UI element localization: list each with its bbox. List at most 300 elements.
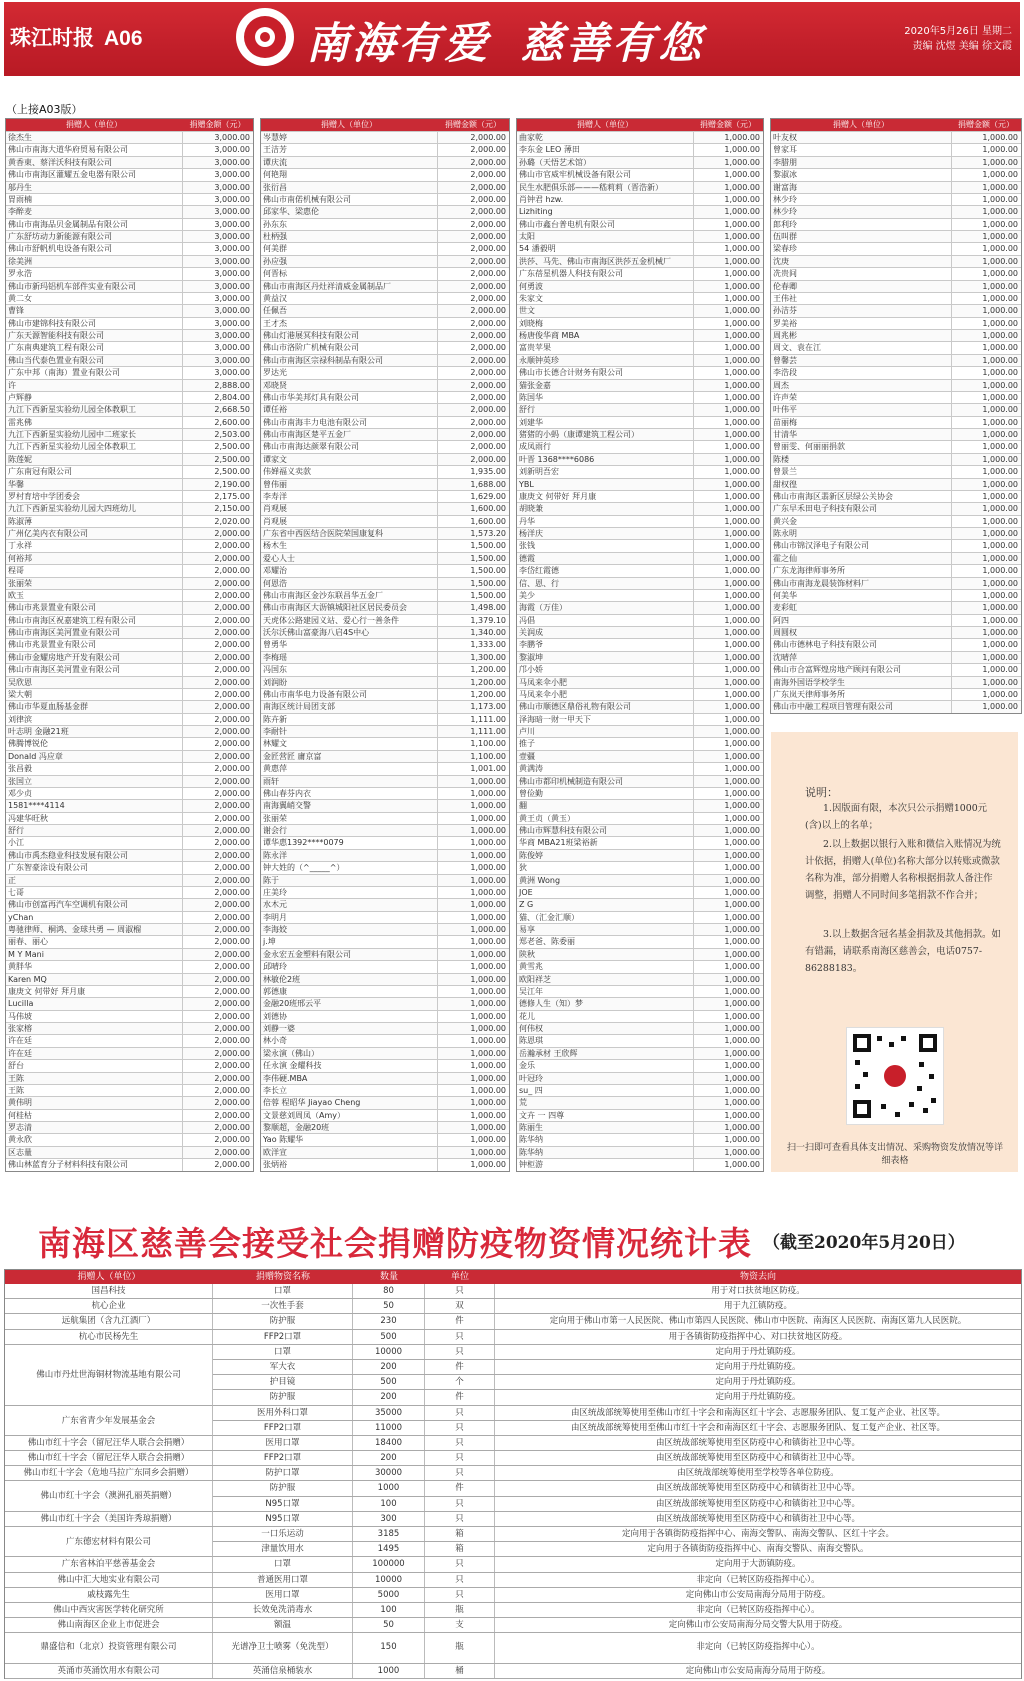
table-row	[6, 181, 253, 193]
donation-amount: 3,000.00	[214, 355, 250, 365]
qty-cell: 30000	[353, 1466, 425, 1480]
table-row	[261, 527, 509, 539]
table-row	[5, 1466, 1021, 1481]
donation-amount: 1,000.00	[470, 974, 506, 984]
donor-name: 谭庆流	[261, 157, 438, 168]
donor-name: 胡晓兼	[517, 503, 694, 514]
table-row	[261, 713, 509, 725]
donation-amount: 1,000.00	[982, 578, 1018, 588]
donor-name: 陈永洋	[261, 850, 438, 861]
donor-name: 欧洋宣	[261, 1147, 438, 1158]
donation-amount: 1,000.00	[982, 306, 1018, 316]
table-row	[5, 1481, 1021, 1502]
table-row	[517, 737, 763, 749]
note-box	[771, 732, 1018, 1172]
donation-amount: 1,000.00	[724, 1048, 760, 1058]
dest-cell: 由区统战部统筹使用至区防疫中心和镇街社卫中心等。	[655, 1483, 860, 1494]
donor-name: 广东岚天律师事务所	[771, 689, 952, 700]
donor-name: 九江下西新星实验幼儿园大四班幼儿	[6, 503, 183, 514]
table-row	[771, 676, 1021, 688]
table-row	[6, 1146, 253, 1158]
donation-amount: 1,000.00	[724, 677, 760, 687]
unit-cell: 只	[425, 1345, 495, 1359]
table-row	[261, 824, 509, 836]
donor-name: 王才杰	[261, 318, 438, 329]
table-row	[261, 700, 509, 712]
donation-amount: 2,000.00	[214, 1110, 250, 1120]
donor-name: 冯建华旺秋	[6, 813, 183, 824]
donation-amount: 1,000.00	[982, 392, 1018, 402]
donation-amount: 1,000.00	[724, 566, 760, 576]
table-row	[771, 502, 1021, 514]
materials-table-header	[5, 1270, 1021, 1284]
table-row	[517, 379, 763, 391]
donor-name: 天虎体公路建园义站、爱心行一善条件	[261, 615, 438, 626]
table-row	[261, 502, 509, 514]
qty-cell: 200	[353, 1360, 425, 1374]
donor-name: 陈淑薄	[6, 516, 183, 527]
table-row	[771, 589, 1021, 601]
donor-name: 叶冠玲	[517, 1073, 694, 1084]
donor-name: 许	[6, 380, 183, 391]
table-row	[517, 849, 763, 861]
table-row	[517, 280, 763, 292]
donor-name: 谢会行	[261, 825, 438, 836]
donor-name: 南海外国语学校学生	[771, 677, 952, 688]
donor-name: 李耐针	[261, 726, 438, 737]
donation-amount: 1,000.00	[724, 949, 760, 959]
table-row	[261, 552, 509, 564]
table-row	[6, 317, 253, 329]
donor-name: 庄美玲	[261, 887, 438, 898]
table-row	[6, 168, 253, 180]
donation-amount: 1,000.00	[724, 974, 760, 984]
donation-amount: 1,000.00	[470, 1036, 506, 1046]
donor-name: 雷兆佛	[6, 417, 183, 428]
donation-amount: 1,000.00	[470, 1160, 506, 1170]
table-row	[517, 861, 763, 873]
table-row	[261, 626, 509, 638]
donor-name: 霍之仙	[771, 553, 952, 564]
qty-cell: 230	[353, 1314, 425, 1328]
table-row	[517, 973, 763, 985]
donation-amount: 1,000.00	[724, 640, 760, 650]
table-row	[261, 762, 509, 774]
table-row	[261, 366, 509, 378]
header-amount: 捐赠金额（元）	[958, 120, 1014, 129]
donor-cell: 戚枝露先生	[5, 1588, 213, 1602]
donor-name: 李寿洋	[261, 491, 438, 502]
table-row	[5, 1284, 1021, 1299]
donation-amount: 2,000.00	[470, 306, 506, 316]
table-row	[517, 440, 763, 452]
donor-name: 甜权徨	[771, 479, 952, 490]
donation-amount: 2,000.00	[214, 1036, 250, 1046]
donor-name: 邬丹生	[6, 182, 183, 193]
table-row	[6, 651, 253, 663]
dest-cell: 定向用于丹灶镇防疫。	[715, 1377, 801, 1388]
table-row	[771, 552, 1021, 564]
item-cell: FFP2口罩	[213, 1421, 353, 1435]
donation-amount: 2,000.00	[214, 1147, 250, 1157]
donor-name: 美少	[517, 590, 694, 601]
donor-name: 周文、袁在江	[771, 342, 952, 353]
table-row	[6, 614, 253, 626]
donation-amount: 1,000.00	[470, 1135, 506, 1145]
donor-name: 邱家华、梁惠伦	[261, 206, 438, 217]
table-row	[517, 725, 763, 737]
table-row	[517, 193, 763, 205]
donor-name: 李长立	[261, 1085, 438, 1096]
donor-name: 七哥	[6, 887, 183, 898]
donation-amount: 1,935.00	[470, 467, 506, 477]
date-info	[904, 24, 1012, 54]
donor-name: 广东龙海律师事务所	[771, 565, 952, 576]
table-row	[261, 428, 509, 440]
donor-name: 佛山市顺德区鼎俗礼物有限公司	[517, 701, 694, 712]
donor-name: 金乐	[517, 1060, 694, 1071]
donor-name: 黄伟明	[6, 1097, 183, 1108]
donor-name: 任永演 金耀科技	[261, 1060, 438, 1071]
table-row	[771, 354, 1021, 366]
donor-name: 钟柜游	[517, 1159, 694, 1170]
donor-name: 张昌毅	[6, 763, 183, 774]
donor-name: 黄永欣	[6, 1134, 183, 1145]
donor-name: 冯倡	[517, 615, 694, 626]
donation-amount: 3,000.00	[214, 207, 250, 217]
donor-name: 佛山市中融工程项目管理有限公司	[771, 701, 952, 712]
donation-amount: 1,379.10	[470, 615, 506, 625]
donor-name: 何美群	[261, 243, 438, 254]
table-row	[771, 601, 1021, 613]
table-row	[517, 465, 763, 477]
donor-name: 太阳	[517, 231, 694, 242]
charity-logo-icon	[236, 8, 294, 66]
table-row	[771, 428, 1021, 440]
donor-name: 肖钟君 hzw.	[517, 194, 694, 205]
table-row	[6, 515, 253, 527]
donor-name: 张丽荣	[261, 813, 438, 824]
donation-amount: 2,000.00	[214, 1123, 250, 1132]
donor-name: 佛山春芬内衣	[261, 788, 438, 799]
table-row	[771, 515, 1021, 527]
donor-name: Z G	[517, 899, 694, 910]
donation-amount: 1,200.00	[470, 677, 506, 687]
table-row	[261, 329, 509, 341]
unit-cell: 只	[425, 1451, 495, 1465]
donation-amount: 3,000.00	[214, 318, 250, 328]
dest-cell: 用于对口扶贫地区防疫。	[711, 1286, 805, 1296]
donation-amount: 1,500.00	[470, 553, 506, 563]
donor-name: 沃尔沃佛山富豪海八启4S中心	[261, 627, 438, 638]
donation-amount: 1,629.00	[470, 491, 506, 501]
donation-amount: 1,340.00	[470, 628, 506, 637]
donation-amount: 2,000.00	[214, 900, 250, 910]
donor-name: 岳瀚承材 王欣辉	[517, 1048, 694, 1059]
donor-name: 曲家乾	[517, 132, 694, 143]
table-row	[5, 1436, 1021, 1451]
donation-amount: 3,000.00	[214, 269, 250, 279]
donation-amount: 1,000.00	[470, 1098, 506, 1108]
table-row	[771, 403, 1021, 415]
table-row	[261, 440, 509, 452]
table-row	[6, 960, 253, 972]
donation-amount: 1,000.00	[982, 430, 1018, 439]
donation-amount: 1,000.00	[982, 244, 1018, 254]
table-row	[517, 205, 763, 217]
table-row	[517, 1121, 763, 1133]
table-row	[6, 762, 253, 774]
donation-amount: 1,000.00	[982, 628, 1018, 637]
dest-cell: 定向用于各镇街防疫指挥中心、南海交警队、南海交警队、区红十字会。	[621, 1529, 894, 1539]
table-row	[261, 775, 509, 787]
donation-amount: 2,000.00	[470, 269, 506, 279]
donor-name: 猪猪的小蚂（康谭建筑工程公司）	[517, 429, 694, 440]
table-row	[771, 317, 1021, 329]
donor-name: 易享	[517, 924, 694, 935]
table-row	[771, 391, 1021, 403]
table-row	[517, 824, 763, 836]
header-donor: 捐赠人（单位）	[66, 120, 122, 129]
table-row	[261, 886, 509, 898]
dest-cell: 由区统战部统筹使用至区防疫中心和镇街社卫中心等。	[655, 1453, 860, 1464]
donor-name: 王洁芳	[261, 144, 438, 155]
donation-amount: 2,000.00	[470, 392, 506, 402]
unit-cell: 瓶	[425, 1633, 495, 1662]
donor-name: 佛山市南海区美河置业有限公司	[6, 627, 183, 638]
table-row	[6, 577, 253, 589]
table-row	[517, 1047, 763, 1059]
donor-cell: 远航集团（含九江酒厂）	[5, 1314, 213, 1328]
table-row	[6, 552, 253, 564]
donor-name: 广东南典建筑工程有限公司	[6, 342, 183, 353]
donor-name: 刘新明吾宏	[517, 466, 694, 477]
table-row	[6, 230, 253, 242]
item-cell: 医用外科口罩	[213, 1406, 353, 1420]
donor-name: 谭任裕	[261, 404, 438, 415]
donor-name: 刘晓梅	[517, 318, 694, 329]
unit-cell: 只	[425, 1421, 495, 1435]
table-row	[5, 1527, 1021, 1547]
donor-name: 张炳裕	[261, 1159, 438, 1170]
table-row	[771, 379, 1021, 391]
table-row	[261, 1047, 509, 1059]
donor-name: 孙洁芬	[771, 305, 952, 316]
donor-name: 肖观展	[261, 516, 438, 527]
table-row	[6, 775, 253, 787]
item-cell: 口罩	[213, 1345, 353, 1359]
donor-name: 陈楼	[771, 454, 952, 465]
donation-amount: 1,000.00	[724, 170, 760, 180]
table-row	[517, 267, 763, 279]
donation-amount: 2,000.00	[470, 454, 506, 464]
donation-amount: 1,000.00	[982, 516, 1018, 526]
table-row	[517, 589, 763, 601]
table-row	[771, 267, 1021, 279]
donation-amount: 1,000.00	[724, 392, 760, 402]
table-row	[261, 973, 509, 985]
donor-name: 区志量	[6, 1147, 183, 1158]
table-row	[6, 193, 253, 205]
table-row	[517, 762, 763, 774]
table-row	[6, 267, 253, 279]
donor-name: 刘静一婆	[261, 1023, 438, 1034]
donation-amount: 2,000.00	[214, 776, 250, 786]
donor-name: 广东智豪涂设有限公司	[6, 862, 183, 873]
unit-cell: 瓶	[425, 1603, 495, 1617]
donor-name: 黄香東、蔡洋沃科技有限公司	[6, 157, 183, 168]
donation-amount: 2,668.50	[214, 405, 250, 415]
donation-amount: 1,000.00	[724, 479, 760, 489]
donation-amount: 1,000.00	[724, 838, 760, 848]
donation-amount: 1,000.00	[470, 986, 506, 996]
donor-name: 郎利玲	[771, 219, 952, 230]
donor-name: 佛山市锦汉泽电子有限公司	[771, 540, 952, 551]
qty-cell: 100000	[353, 1557, 425, 1571]
unit-cell: 支	[425, 1618, 495, 1632]
donor-cell: 佛山南海区企业上市促进会	[5, 1618, 213, 1632]
table-row	[261, 564, 509, 576]
qty-cell: 18400	[353, 1436, 425, 1450]
table-row	[771, 143, 1021, 155]
donor-name: 佛山市华夏血肠基金群	[6, 701, 183, 712]
table-row	[261, 874, 509, 886]
donor-name: 佛山市鑫台普电机有限公司	[517, 219, 694, 230]
table-row	[261, 1121, 509, 1133]
table-row	[6, 527, 253, 539]
dest-cell: 由区统战部统筹使用至区防疫中心和镇街社卫中心等。	[655, 1437, 860, 1448]
table-row	[771, 181, 1021, 193]
donor-name: 成凤雨行	[517, 441, 694, 452]
item-cell: 医用口罩	[213, 1436, 353, 1450]
donor-name: 陈永明	[771, 528, 952, 539]
donation-amount: 1,000.00	[724, 157, 760, 167]
donation-amount: 1,000.00	[470, 1011, 506, 1021]
donation-amount: 1,000.00	[470, 1061, 506, 1071]
donor-name: 佛山市南海龙晨装饰材料厂	[771, 578, 952, 589]
table-row	[261, 614, 509, 626]
donation-amount: 1,000.00	[470, 1110, 506, 1120]
table-row	[261, 1022, 509, 1034]
donation-amount: 1,000.00	[724, 1024, 760, 1033]
table-row	[517, 317, 763, 329]
table-row	[261, 688, 509, 700]
table-row	[261, 676, 509, 688]
donation-amount: 1,000.00	[982, 170, 1018, 180]
donor-name: 岑慧婷	[261, 132, 438, 143]
item-cell: 医用口罩	[213, 1588, 353, 1602]
donor-cell: 广东省林泊平慈善基金会	[5, 1557, 213, 1571]
donor-name: 沈晴萍	[771, 652, 952, 663]
table-row	[6, 478, 253, 490]
donor-name: 洪莎、马先、佛山市南海区洪莎五金机械厂	[517, 256, 694, 267]
donation-amount: 2,000.00	[470, 170, 506, 180]
donation-amount: 1,000.00	[724, 925, 760, 934]
header-amount: 捐赠金额（元）	[700, 120, 756, 129]
table-row	[517, 403, 763, 415]
donation-amount: 1,000.00	[982, 491, 1018, 501]
donation-amount: 1,000.00	[724, 1135, 760, 1145]
table-row	[517, 960, 763, 972]
table-row	[6, 465, 253, 477]
donor-name: 佛山市南海区祝嘉建筑工程有限公司	[6, 615, 183, 626]
donor-name: 王陈	[6, 1073, 183, 1084]
table-row	[771, 688, 1021, 700]
donor-name: 曾伟丽	[261, 479, 438, 490]
donor-name: 黎顺超，金融20班	[261, 1122, 438, 1133]
table-row	[517, 354, 763, 366]
table-row	[517, 787, 763, 799]
donor-name: 李鹏爷	[517, 639, 694, 650]
table-row	[517, 304, 763, 316]
donor-name: 佛山市辉慧科技有限公司	[517, 825, 694, 836]
donor-name: 刘建华	[517, 417, 694, 428]
item-cell: FFP2口罩	[213, 1451, 353, 1465]
donor-name: 曾景兰	[771, 466, 952, 477]
donor-cell: 国昌科技	[5, 1284, 213, 1298]
table-row	[517, 181, 763, 193]
table-row	[517, 985, 763, 997]
table-row	[517, 552, 763, 564]
donation-amount: 2,000.00	[214, 1098, 250, 1108]
table-row	[517, 1146, 763, 1158]
unit-cell: 只	[425, 1466, 495, 1480]
donor-name: Yao 陈耀华	[261, 1134, 438, 1145]
donor-name: 黄王贞（黄玉）	[517, 813, 694, 824]
note-item-1: 1.因版面有限，本次只公示捐赠1000元(含)以上的名单；	[805, 803, 988, 831]
table-row	[6, 1072, 253, 1084]
donor-name: 佛山市南华电力设备有限公司	[261, 689, 438, 700]
donation-amount: 1,000.00	[724, 454, 760, 464]
donation-amount: 1,500.00	[470, 590, 506, 600]
donor-name: 黄雪兆	[517, 961, 694, 972]
donor-name: 佛山市南海区宗禄科制品有限公司	[261, 355, 438, 366]
header-donor: 捐赠人（单位）	[833, 120, 889, 129]
table-row	[6, 1096, 253, 1108]
table-row	[261, 416, 509, 428]
table-row	[517, 1109, 763, 1121]
donor-name: 佛山当代泰色置业有限公司	[6, 355, 183, 366]
donation-amount: 1,000.00	[724, 615, 760, 625]
donor-name: 佛山市长德合计财务有限公司	[517, 367, 694, 378]
table-row	[771, 193, 1021, 205]
donation-amount: 1,000.00	[982, 405, 1018, 415]
donor-name: 华馨	[6, 479, 183, 490]
donor-name: 叶伟平	[771, 404, 952, 415]
table-row	[261, 985, 509, 997]
donation-amount: 2,000.00	[214, 887, 250, 897]
donation-amount: 2,600.00	[214, 417, 250, 427]
table-row	[6, 440, 253, 452]
donor-name: 林耀文	[261, 738, 438, 749]
donor-name: 水木元	[261, 899, 438, 910]
qr-code-icon[interactable]	[846, 1027, 944, 1125]
table-row	[517, 168, 763, 180]
donor-name: 黄胖华	[6, 961, 183, 972]
donation-amount: 1,000.00	[470, 863, 506, 873]
donation-amount: 2,000.00	[214, 603, 250, 613]
donor-name: 雨轩	[261, 776, 438, 787]
donation-amount: 1,000.00	[470, 813, 506, 823]
donation-amount: 1,000.00	[470, 912, 506, 922]
table-row	[6, 143, 253, 155]
donor-name: 叶友权	[771, 132, 952, 143]
table-row	[517, 1010, 763, 1022]
table-row	[261, 490, 509, 502]
donation-amount: 1,000.00	[724, 182, 760, 192]
donation-amount: 1,000.00	[470, 949, 506, 959]
dest-cell: 定向用于丹灶镇防疫。	[715, 1392, 801, 1403]
